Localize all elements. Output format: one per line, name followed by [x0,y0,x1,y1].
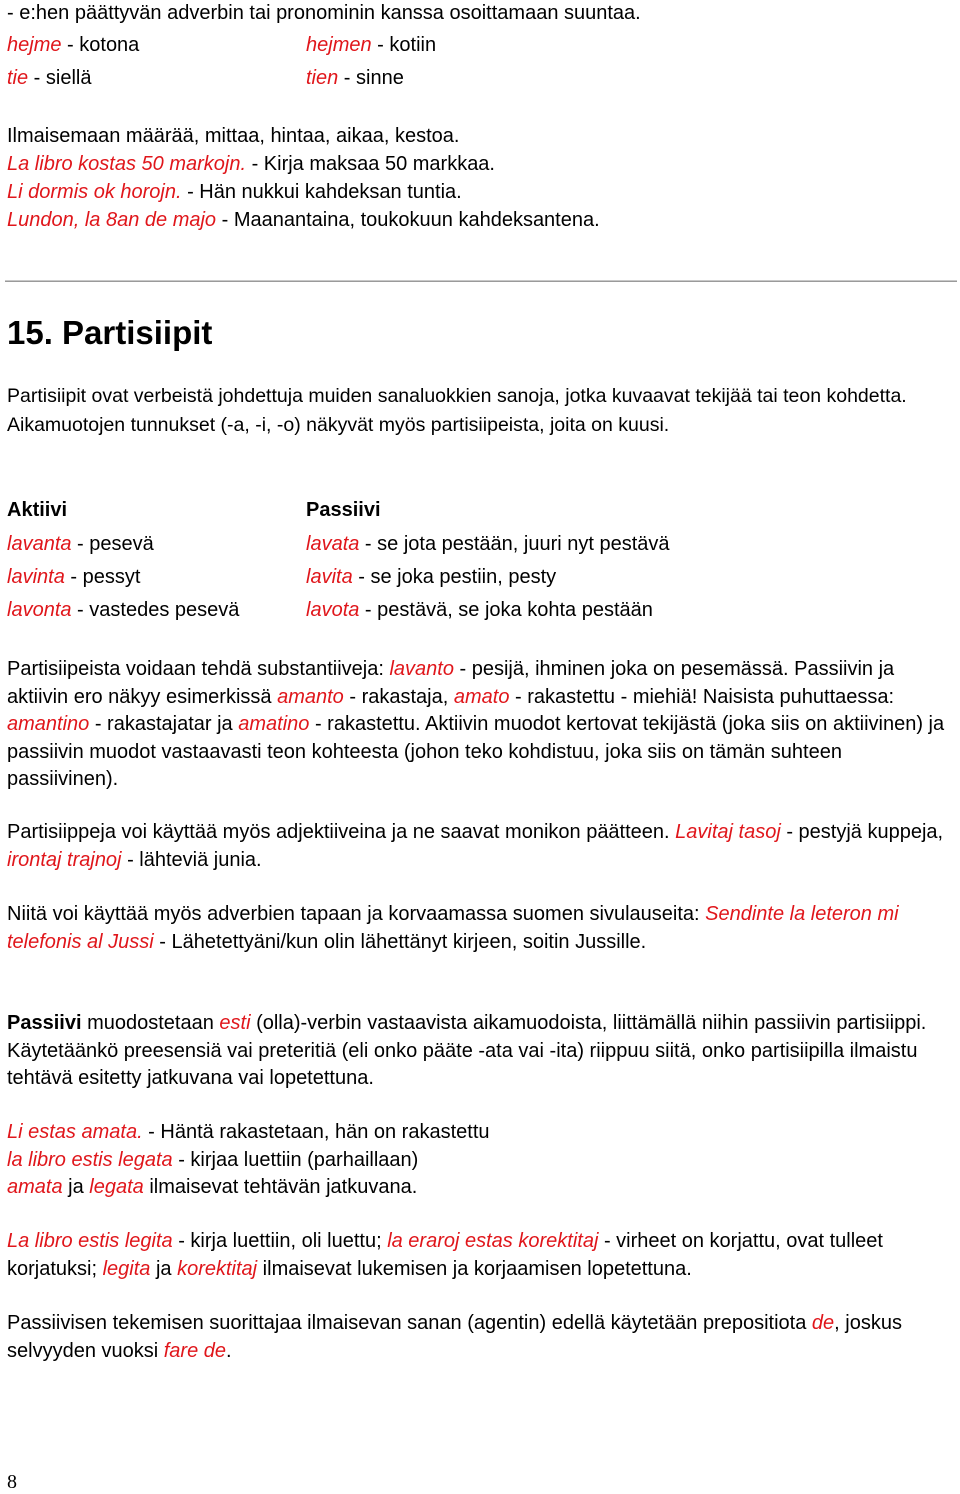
esperanto-word: tie [7,67,29,89]
paragraph-nouns: Partisiipeista voidaan tehdä substantiiveja: lavanto - pesijä, ihminen joka on pesemässä. Passiivin ja aktiivin ero näkyy esimerkissä amanto - rakastaja, amato - rakastettu - miehiä! Naisista puhuttaessa: amantino - rakastajatar ja amatino - rakastettu. Aktiivin muodot kertovat tekijästä (joka siis on aktiivinen) ja passiivin muodot vastaavasti teon kohteesta (johon teko kohdistuu, joka siis on tämän suhteen passiivinen). [7,658,945,790]
paragraph-adjectives: Partisiippeja voi käyttää myös adjektiiveina ja ne saavat monikon päätteen. Lavitaj tasoj - pestyjä kuppeja, irontaj trajnoj - lähteviä junia. [7,821,944,871]
page-number: 8 [7,1471,17,1493]
paragraph-continuous: Li estas amata. - Häntä rakastetaan, hän on rakastettu la libro estis legata - kirjaa luettiin (parhaillaan) amata ja legata ilmaisevat tehtävän jatkuvana. [7,1121,490,1198]
table-row [7,531,154,557]
paragraph-passive: Passiivi muodostetaan esti (olla)-verbin vastaavista aikamuodoista, liittämällä niihin passiivin partisiippi. Käytetäänkö preesensiä vai preteritiä (eli onko pääte -ata vai -ita) riippuu siitä, onko partisiipilla ilmaistu tehtävä esitetty jatkuvana vai lopetettuna. [7,1012,927,1089]
esperanto-word: lavonta [7,599,72,621]
section-title: 15. Partisiipit [7,314,213,351]
direction-example-row [306,65,404,91]
esperanto-word: hejme [7,34,62,56]
intro-line: - e:hen päättyvän adverbin tai pronominin kanssa osoittamaan suuntaa. [7,2,641,24]
measure-example [7,207,600,233]
esperanto-word: lavinta [7,566,65,588]
table-head-active: Aktiivi [7,499,68,521]
finnish-translation: - Hän nukkui kahdeksan tuntia. [181,181,462,203]
finnish-translation: - pessyt [64,566,141,588]
section-intro: Partisiipit ovat verbeistä johdettuja muiden sanaluokkien sanoja, jotka kuvaavat tekijää tai teon kohdetta. Aikamuotojen tunnukset (-a, -i, -o) näkyvät myös partisiipeista, joita on kuusi. [7,385,907,436]
measure-example [7,151,495,177]
measure-intro: Ilmaisemaan määrää, mittaa, hintaa, aikaa, kestoa. [7,125,460,147]
finnish-translation: - se jota pestään, juuri nyt pestävä [359,533,670,555]
paragraph-adverbs: Niitä voi käyttää myös adverbien tapaan ja korvaamassa suomen sivulauseita: Sendinte la leteron mi telefonis al Jussi - Lähetettyäni/kun olin lähettänyt kirjeen, soitin Jussille. [7,903,899,953]
finnish-translation: - se joka pestiin, pesty [352,566,557,588]
finnish-translation: - kotona [61,34,140,56]
esperanto-word: tien [306,67,339,89]
finnish-translation: - kotiin [371,34,437,56]
finnish-translation: - pestävä, se joka kohta pestään [359,599,653,621]
esperanto-word: lavata [306,533,360,555]
table-row [306,564,556,590]
table-head-passive: Passiivi [306,499,381,521]
table-row [306,531,670,557]
table-row [7,564,140,590]
esperanto-sentence: Lundon, la 8an de majo [7,209,217,231]
esperanto-word: lavita [306,566,353,588]
esperanto-sentence: La libro kostas 50 markojn. [7,153,247,175]
direction-example-row [7,65,91,91]
esperanto-sentence: Li dormis ok horojn. [7,181,182,203]
paragraph-completed: La libro estis legita - kirja luettiin, oli luettu; la eraroj estas korektitaj - virheet on korjattu, ovat tulleet korjatuksi; legita ja korektitaj ilmaisevat lukemisen ja korjaamisen lopetettuna. [7,1230,883,1280]
table-row [306,597,653,623]
paragraph-agent: Passiivisen tekemisen suorittajaa ilmaisevan sanan (agentin) edellä käytetään prepositiota de, joskus selvyyden vuoksi fare de. [7,1312,902,1362]
horizontal-divider [5,280,957,282]
table-row [7,597,239,623]
esperanto-word: hejmen [306,34,372,56]
esperanto-word: lavanta [7,533,72,555]
finnish-translation: - siellä [28,67,92,89]
finnish-translation: - pesevä [71,533,154,555]
direction-example-row [306,32,436,58]
measure-example [7,179,462,205]
direction-example-row [7,32,139,58]
finnish-translation: - sinne [338,67,404,89]
finnish-translation: - Maanantaina, toukokuun kahdeksantena. [216,209,600,231]
finnish-translation: - Kirja maksaa 50 markkaa. [246,153,495,175]
finnish-translation: - vastedes pesevä [71,599,240,621]
esperanto-word: lavota [306,599,360,621]
